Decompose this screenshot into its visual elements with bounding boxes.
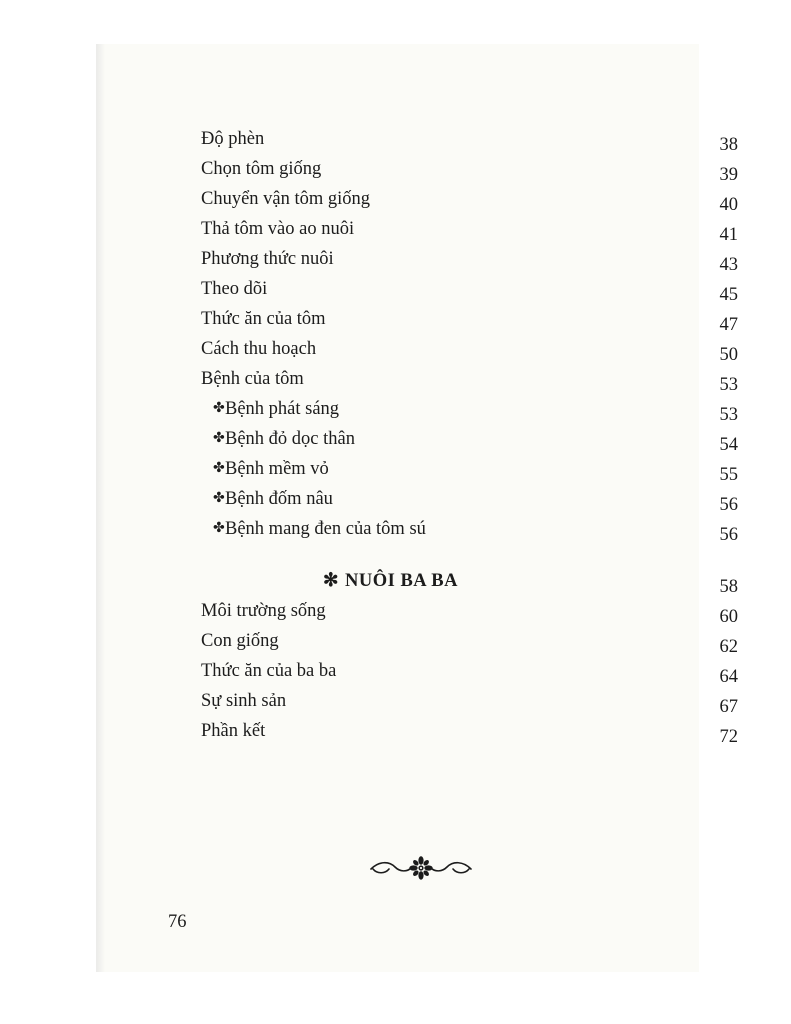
leaf-bullet-icon: ✤: [213, 491, 225, 506]
toc-entry-label: Thức ăn của tôm: [201, 309, 326, 329]
toc-entry-label: Môi trường sống: [201, 601, 326, 621]
toc-entry-page: 60: [719, 607, 738, 627]
toc-subentry-label-wrap: [213, 484, 333, 514]
toc-entry-page: 53: [719, 375, 738, 395]
toc-entry-page: 50: [719, 345, 738, 365]
toc-entry-label: Chuyển vận tôm giống: [201, 189, 371, 209]
toc-entry: [201, 124, 738, 154]
toc-subentry-label-wrap: [213, 424, 355, 454]
toc-entry-page: 39: [719, 165, 738, 185]
toc-entry-page: 67: [719, 697, 738, 717]
toc-entry-page: 43: [719, 255, 738, 275]
toc-entry-page: 56: [719, 495, 738, 515]
page-number: 76: [168, 912, 187, 932]
toc-entry-page: 40: [719, 195, 738, 215]
toc-entry-label: Thả tôm vào ao nuôi: [201, 219, 355, 239]
toc-subentry-label-wrap: [213, 394, 339, 424]
toc-entry-label: Chọn tôm giống: [201, 159, 322, 179]
toc-entry: [201, 716, 738, 746]
toc-subentry-label-wrap: [213, 454, 329, 484]
toc-subentry: [201, 394, 738, 424]
leaf-bullet-icon: ✤: [213, 431, 225, 446]
toc-entry: [201, 364, 738, 394]
toc-entry-page: 38: [719, 135, 738, 155]
toc-section-title: NUÔI BA BA: [345, 571, 458, 591]
asterisk-star-icon: ✻: [323, 571, 340, 591]
toc-entry-label: Sự sinh sản: [201, 691, 287, 711]
toc-entry: [201, 184, 738, 214]
table-of-contents: [97, 44, 738, 972]
toc-entry: [201, 304, 738, 334]
toc-entry-page: 62: [719, 637, 738, 657]
toc-entry: [201, 244, 738, 274]
toc-entry-page: 54: [719, 435, 738, 455]
toc-entry: [201, 154, 738, 184]
toc-subentry-label: Bệnh mang đen của tôm sú: [225, 519, 426, 539]
leaf-bullet-icon: ✤: [213, 521, 225, 536]
book-page: [96, 44, 738, 972]
toc-subentry-label: Bệnh đỏ dọc thân: [225, 429, 355, 449]
toc-entry-label: Cách thu hoạch: [201, 339, 317, 359]
toc-entry-label: Phần kết: [201, 721, 266, 741]
toc-entry-label: Độ phèn: [201, 129, 265, 149]
toc-entry: [201, 274, 738, 304]
toc-subentry: [201, 424, 738, 454]
toc-section-heading: [201, 566, 738, 596]
toc-entry: [201, 626, 738, 656]
toc-entry: [201, 334, 738, 364]
toc-subentry: [201, 514, 738, 544]
flourish-ornament-icon: [367, 852, 475, 884]
toc-entry-label: Bệnh của tôm: [201, 369, 304, 389]
toc-entry-page: 53: [719, 405, 738, 425]
toc-entry-page: 55: [719, 465, 738, 485]
toc-entry-label: Con giống: [201, 631, 279, 651]
toc-entry-page: 64: [719, 667, 738, 687]
toc-subentry-label: Bệnh đốm nâu: [225, 489, 333, 509]
toc-subentry: [201, 454, 738, 484]
toc-entry-page: 58: [719, 577, 738, 597]
toc-subentry-label: Bệnh phát sáng: [225, 399, 340, 419]
toc-entry-page: 41: [719, 225, 738, 245]
toc-entry: [201, 686, 738, 716]
toc-section-label-wrap: [323, 566, 458, 596]
leaf-bullet-icon: ✤: [213, 401, 225, 416]
toc-entry-label: Theo dõi: [201, 279, 268, 299]
toc-subentry: [201, 484, 738, 514]
toc-entry-page: 72: [719, 727, 738, 747]
toc-subentry-label-wrap: [213, 514, 426, 544]
toc-entry-label: Phương thức nuôi: [201, 249, 334, 269]
toc-entry: [201, 214, 738, 244]
toc-entry-page: 47: [719, 315, 738, 335]
leaf-bullet-icon: ✤: [213, 461, 225, 476]
toc-entry: [201, 656, 738, 686]
toc-subentry-label: Bệnh mềm vỏ: [225, 459, 329, 479]
toc-entry-page: 45: [719, 285, 738, 305]
toc-entry: [201, 596, 738, 626]
toc-entry-page: 56: [719, 525, 738, 545]
toc-entry-label: Thức ăn của ba ba: [201, 661, 337, 681]
